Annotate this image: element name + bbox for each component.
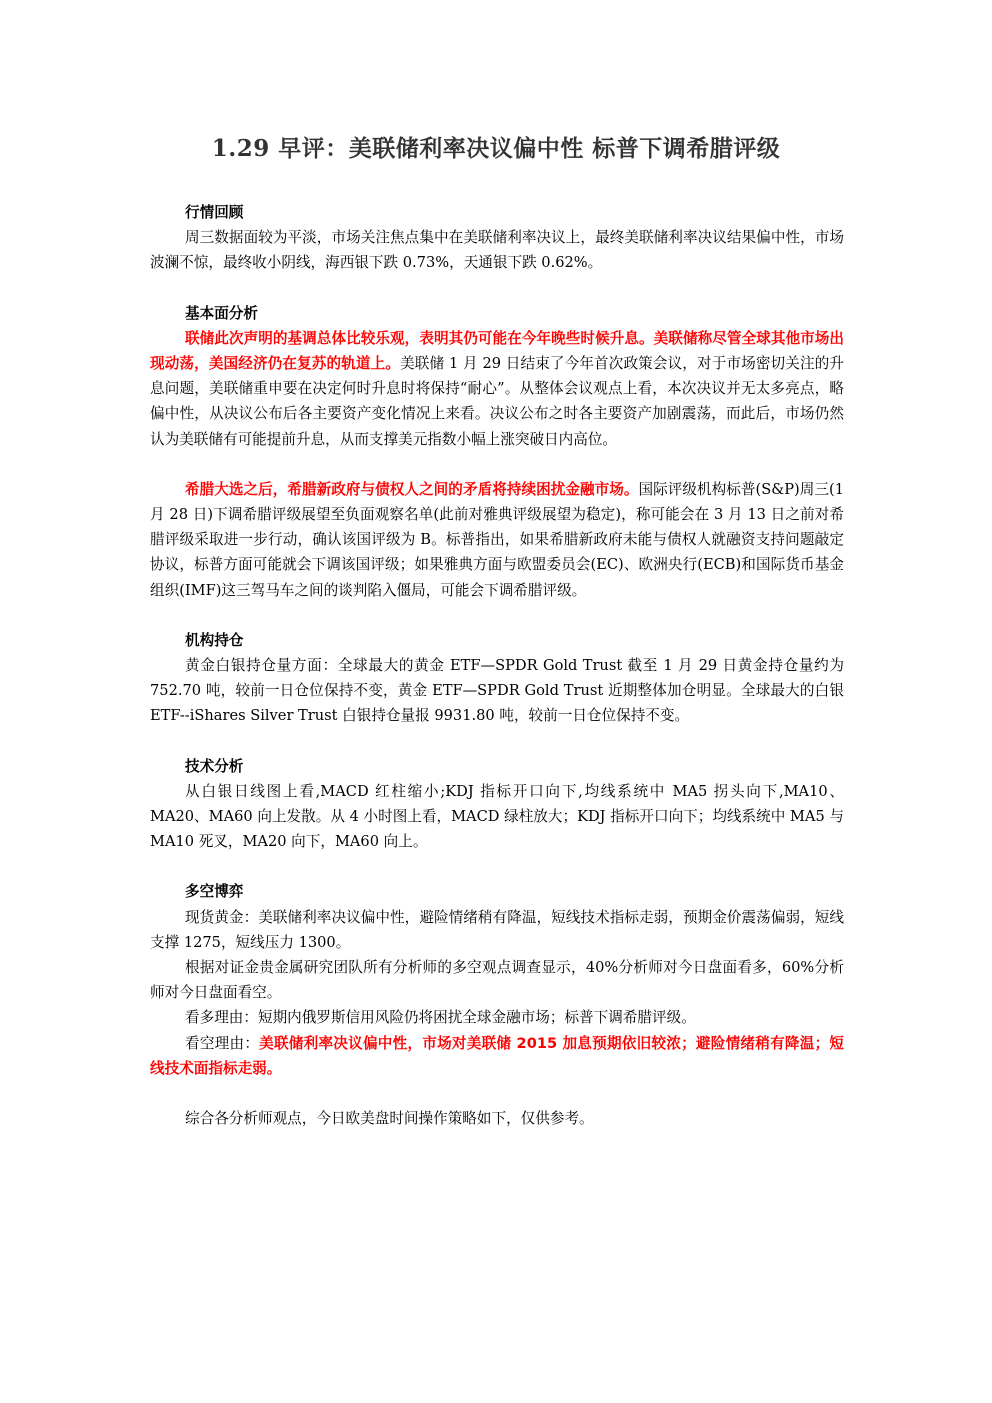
paragraph	[150, 326, 844, 452]
paragraph	[150, 1031, 844, 1081]
paragraph: 综合各分析师观点，今日欧美盘时间操作策略如下，仅供参考。	[185, 1110, 594, 1128]
paragraph-text: 国际评级机构标普(S&P)周三(1 月 28 日)下调希腊评级展望至负面观察名单(此前对雅典评级展望为稳定)，称可能会在 3 月 13 日之前对希腊评级采取进一步行动，确认该国评级为 B。标普指出，如果希腊新政府未能与债权人就融资支持问题敲定协议，标普方面可能就会下调该国评级；如果雅典方面与欧盟委员会(EC)、欧洲央行(ECB)和国际货币基金组织(IMF)这三驾马车之间的谈判陷入僵局，可能会下调希腊评级。	[150, 480, 844, 599]
paragraph-label: 看空理由：	[185, 1034, 260, 1052]
document-body	[150, 200, 844, 1131]
section-bull-bear	[150, 879, 844, 1081]
paragraph: 现货黄金：美联储利率决议偏中性，避险情绪稍有降温，短线技术指标走弱，预期金价震荡偏弱，短线支撑 1275，短线压力 1300。	[150, 908, 844, 951]
section-summary	[150, 1106, 844, 1131]
section-holdings	[150, 628, 844, 729]
section-heading: 行情回顾	[185, 204, 244, 221]
section-fundamental	[150, 301, 844, 603]
page-title: 1.29 早评：美联储利率决议偏中性 标普下调希腊评级	[211, 135, 781, 162]
section-technical	[150, 754, 844, 855]
section-heading: 多空博弈	[185, 883, 244, 901]
highlight-text: 联储此次声明的基调总体比较乐观，表明其仍可能在今年晚些时候升息。美联储称尽管全球其他市场出现动荡，美国经济仍在复苏的轨道上。	[150, 329, 844, 373]
paragraph	[150, 477, 844, 603]
section-heading: 技术分析	[185, 757, 244, 775]
section-market-review	[150, 200, 844, 276]
highlight-text: 希腊大选之后，希腊新政府与债权人之间的矛盾将持续困扰金融市场。	[185, 480, 639, 498]
highlight-text: 美联储利率决议偏中性，市场对美联储 2015 加息预期依旧较浓；避险情绪稍有降温；短线技术面指标走弱。	[150, 1034, 844, 1077]
paragraph: 根据对证金贵金属研究团队所有分析师的多空观点调查显示，40%分析师对今日盘面看多，60%分析师对今日盘面看空。	[150, 959, 844, 1002]
paragraph: 周三数据面较为平淡，市场关注焦点集中在美联储利率决议上，最终美联储利率决议结果偏中性，市场波澜不惊，最终收小阴线，海西银下跌 0.73%，天通银下跌 0.62%。	[150, 229, 844, 272]
paragraph: 黄金白银持仓量方面：全球最大的黄金 ETF—SPDR Gold Trust 截至 1 月 29 日黄金持仓量约为 752.70 吨，较前一日仓位保持不变，黄金 ETF—SPDR Gold Trust 近期整体加仓明显。全球最大的白银 ETF--iShares Silver Trust 白银持仓量报 9931.80 吨，较前一日仓位保持不变。	[150, 657, 844, 725]
section-heading: 基本面分析	[185, 304, 258, 322]
paragraph-text: 美联储 1 月 29 日结束了今年首次政策会议，对于市场密切关注的升息问题，美联储重申要在决定何时升息时将保持“耐心”。从整体会议观点上看，本次决议并无太多亮点，略偏中性，从决议公布后各主要资产变化情况上来看。决议公布之时各主要资产加剧震荡，而此后，市场仍然认为美联储有可能提前升息，从而支撑美元指数小幅上涨突破日内高位。	[150, 355, 844, 448]
paragraph: 看多理由：短期内俄罗斯信用风险仍将困扰全球金融市场；标普下调希腊评级。	[185, 1009, 696, 1027]
paragraph: 从白银日线图上看,MACD 红柱缩小;KDJ 指标开口向下,均线系统中 MA5 拐头向下,MA10、MA20、MA60 向上发散。从 4 小时图上看，MACD 绿柱放大；KDJ 指标开口向下；均线系统中 MA5 与 MA10 死叉，MA20 向下，MA60 向上。	[150, 782, 844, 851]
section-heading: 机构持仓	[185, 631, 244, 649]
